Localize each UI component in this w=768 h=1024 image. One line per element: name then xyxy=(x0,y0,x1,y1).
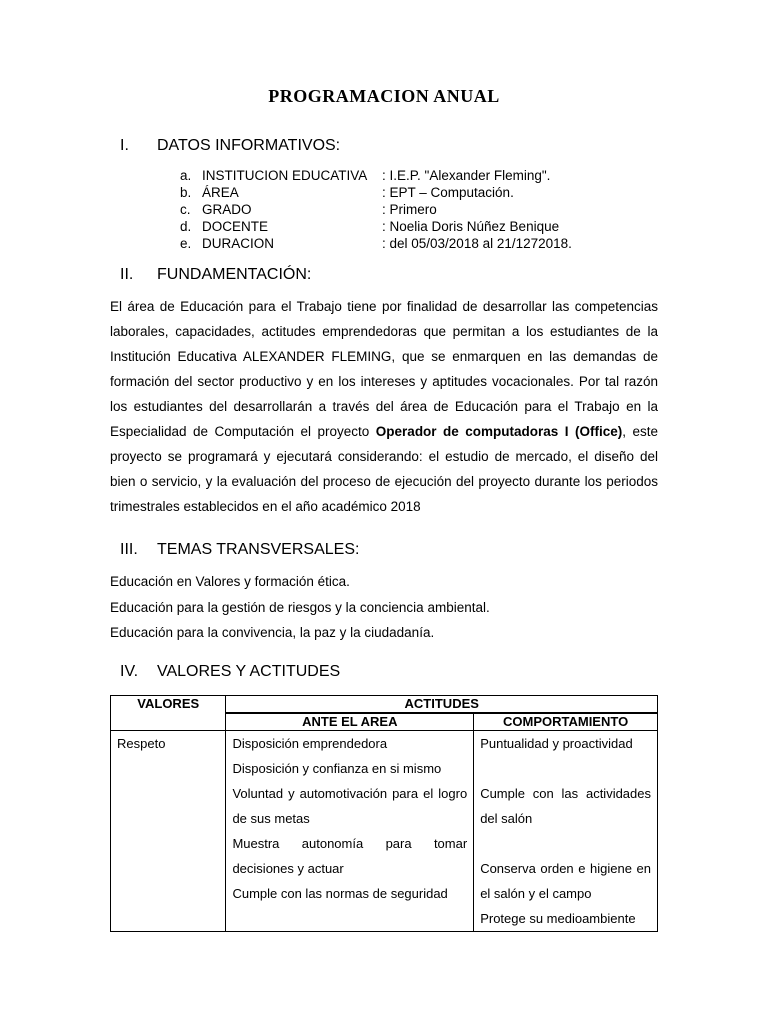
datos-label: DURACION xyxy=(202,236,275,251)
section-title: FUNDAMENTACIÓN: xyxy=(157,266,312,283)
header-valores: VALORES xyxy=(111,696,226,731)
section-title: VALORES Y ACTITUDES xyxy=(157,663,341,680)
actitud-line: Disposición emprendedora xyxy=(232,736,388,751)
header-actitudes: ACTITUDES xyxy=(226,696,658,714)
valor-cell xyxy=(111,731,226,932)
fundamentacion-paragraph xyxy=(110,294,658,519)
datos-value: : Primero xyxy=(382,202,437,217)
section-number: I. xyxy=(120,137,129,154)
datos-key: a. xyxy=(180,168,192,183)
datos-key: b. xyxy=(180,185,192,200)
datos-key: e. xyxy=(180,236,192,251)
comportamiento-line: del salón xyxy=(480,811,533,826)
section-number: II. xyxy=(120,266,134,283)
comportamiento-line: el salón y el campo xyxy=(480,886,592,901)
comportamiento-line: Cumple con las actividades xyxy=(480,786,651,801)
valor-text: Respeto xyxy=(117,736,166,751)
table-row xyxy=(111,731,658,932)
actitud-line: de sus metas xyxy=(232,811,310,826)
tema-item: Educación para la gestión de riesgos y la conciencia ambiental. xyxy=(110,599,490,615)
ante-el-area-cell xyxy=(226,731,474,932)
page-title: PROGRAMACION ANUAL xyxy=(268,86,500,106)
header-ante-el-area: ANTE EL AREA xyxy=(226,713,474,731)
fundamentacion-text-end: , este proyecto se programará y ejecutará considerando: el estudio de mercado, el diseño del bien o servicio, y la evaluación del proceso de ejecución del proyecto durante los periodos trimestrales establecidos en el año académico 2018 xyxy=(110,424,658,514)
datos-value: : EPT – Computación. xyxy=(382,185,514,200)
fundamentacion-text-start: El área de Educación para el Trabajo tiene por finalidad de desarrollar las competencias laborales, capacidades, actitudes emprendedoras que permitan a los estudiantes de la Institución Educativa ALEXANDER FLEMING, que se enmarquen en las demandas de formación del sector productivo y en los intereses y aptitudes vocacionales. Por tal razón los estudiantes del desarrollarán a través del área de Educación para el Trabajo en la Especialidad de Computación el proyecto xyxy=(110,299,658,439)
comportamiento-line: Puntualidad y proactividad xyxy=(480,736,633,751)
section-number: IV. xyxy=(120,663,139,680)
section-title: TEMAS TRANSVERSALES: xyxy=(157,541,360,558)
datos-label: INSTITUCION EDUCATIVA xyxy=(202,168,368,183)
comportamiento-line xyxy=(480,756,651,781)
temas-list xyxy=(110,569,490,646)
actitud-line: decisiones y actuar xyxy=(232,861,344,876)
datos-label: GRADO xyxy=(202,202,252,217)
comportamiento-line xyxy=(480,831,651,856)
datos-value: : del 05/03/2018 al 21/1272018. xyxy=(382,236,572,251)
valores-actitudes-table xyxy=(110,695,658,932)
comportamiento-line: Conserva orden e higiene en xyxy=(480,861,651,876)
datos-value: : I.E.P. "Alexander Fleming". xyxy=(382,168,551,183)
datos-key: c. xyxy=(180,202,191,217)
section-title: DATOS INFORMATIVOS: xyxy=(157,137,341,154)
project-name: Operador de computadoras I (Office) xyxy=(375,424,623,439)
actitud-line: Voluntad y automotivación para el logro xyxy=(232,786,468,801)
datos-key: d. xyxy=(180,219,192,234)
datos-label: DOCENTE xyxy=(202,219,269,234)
actitud-line: Muestra autonomía para tomar xyxy=(232,836,468,851)
actitud-line: Cumple con las normas de seguridad xyxy=(232,886,448,901)
tema-item: Educación en Valores y formación ética. xyxy=(110,574,350,589)
datos-value: : Noelia Doris Núñez Benique xyxy=(382,219,560,234)
datos-label: ÁREA xyxy=(202,185,239,200)
comportamiento-line: Protege su medioambiente xyxy=(480,911,636,926)
comportamiento-cell xyxy=(474,731,658,932)
table-header-row xyxy=(111,696,658,714)
section-number: III. xyxy=(120,541,138,558)
actitud-line: Disposición y confianza en si mismo xyxy=(232,761,442,776)
header-comportamiento: COMPORTAMIENTO xyxy=(474,713,658,731)
tema-item: Educación para la convivencia, la paz y la ciudadanía. xyxy=(110,625,435,640)
